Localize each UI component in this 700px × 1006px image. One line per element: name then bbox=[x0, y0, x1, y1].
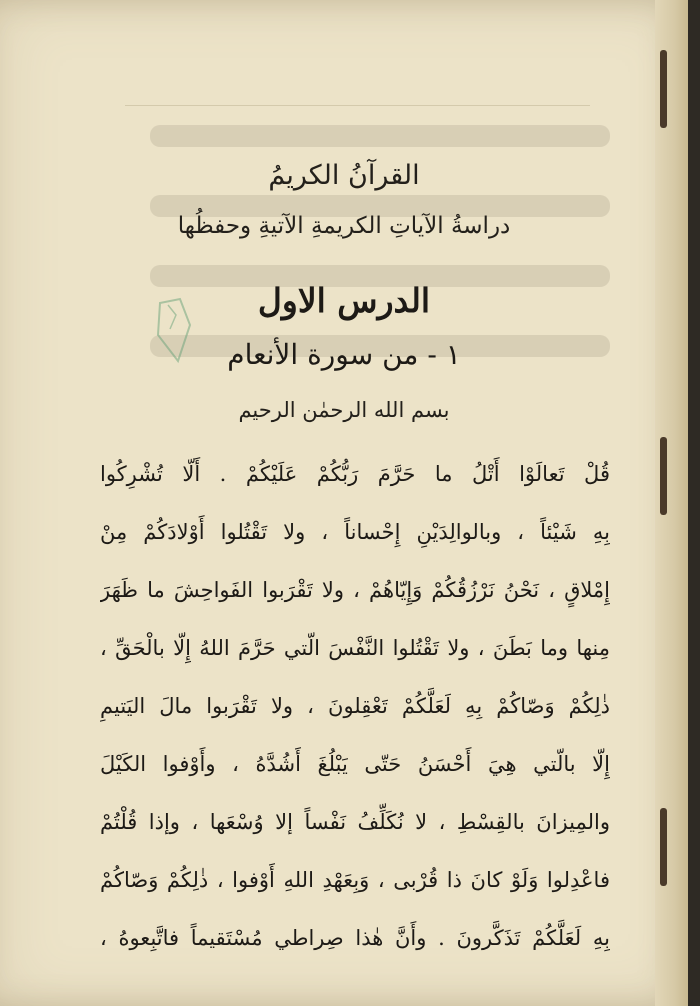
verse-line: ذٰلِكُمْ وَصّاكُمْ بِهِ لَعَلَّكُمْ تَعْقِلونَ ، ولا تَقْرَبوا مالَ اليَتيمِ bbox=[100, 694, 610, 718]
verse-line: والمِيزانَ بالقِسْطِ ، لا نُكَلِّفُ نَفْساً إلا وُسْعَها ، وإذا قُلْتُمْ bbox=[100, 810, 610, 834]
page-subtitle: دراسةُ الآياتِ الكريمةِ الآتيةِ وحفظُها bbox=[177, 213, 511, 239]
verse-line: إِمْلاقٍ ، نَحْنُ نَرْزُقُكُمْ وَإِيّاهُمْ ، ولا تَقْرَبوا الفَواحِشَ ما ظَهَرَ bbox=[100, 578, 610, 602]
verse-line: مِنها وما بَطَنَ ، ولا تَقْتُلوا النَّفْسَ الّتي حَرَّمَ اللهُ إِلّا بالْحَقِّ ، bbox=[100, 636, 610, 660]
verse-text bbox=[100, 445, 610, 967]
verse-line: فاعْدِلوا وَلَوْ كانَ ذا قُرْبى ، وَبِعَهْدِ اللهِ أَوْفوا ، ذٰلِكُمْ وَصّاكُمْ bbox=[100, 868, 610, 892]
lesson-heading: الدرس الاول bbox=[257, 281, 431, 320]
verse-line: قُلْ تَعالَوْا أَتْلُ ما حَرَّمَ رَبُّكُمْ عَلَيْكُمْ . أَلّا تُشْرِكُوا bbox=[100, 462, 610, 486]
basmala: بسم الله الرحمٰن الرحيم bbox=[238, 398, 450, 422]
binding-staple bbox=[660, 50, 667, 128]
binding-staple bbox=[660, 437, 667, 515]
page-title: القرآنُ الكريمُ bbox=[268, 160, 420, 191]
verse-line: بِهِ لَعَلَّكُمْ تَذَكَّرونَ . وأَنَّ هٰذا صِراطي مُسْتَقيماً فاتَّبِعوهُ ، bbox=[100, 926, 610, 950]
verse-line: إِلّا بالّتي هِيَ أَحْسَنُ حَتّى يَبْلُغَ أَشُدَّهُ ، وأَوْفوا الكَيْلَ bbox=[100, 752, 610, 776]
surah-heading: ١ - من سورة الأنعام bbox=[227, 338, 461, 371]
verse-line: بِهِ شَيْئاً ، وبالوالِدَيْنِ إِحْساناً ، ولا تَقْتُلوا أَوْلادَكُمْ مِنْ bbox=[100, 520, 610, 544]
binding-staple bbox=[660, 808, 667, 886]
faint-rule-line bbox=[125, 105, 590, 106]
